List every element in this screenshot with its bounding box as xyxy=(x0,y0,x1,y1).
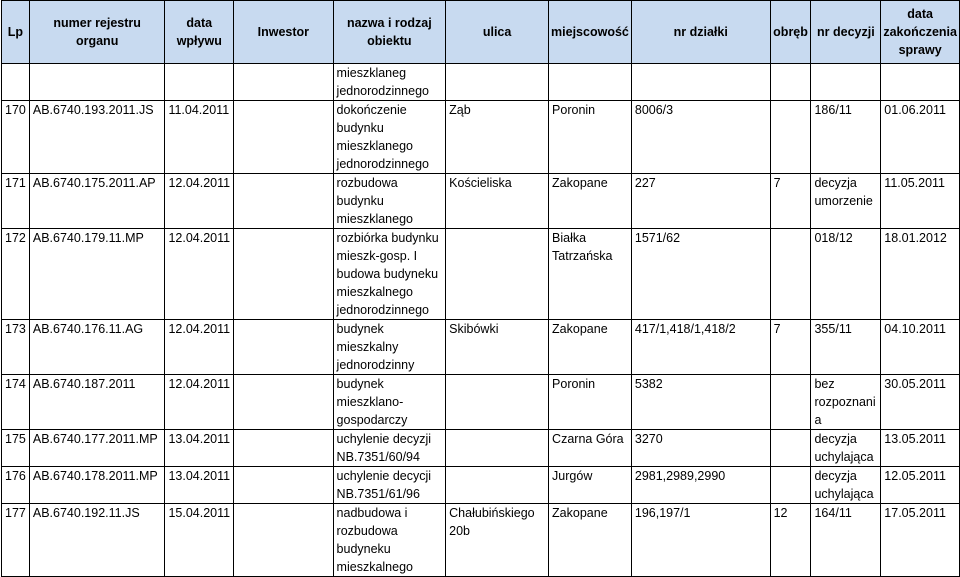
cell-precinct xyxy=(770,64,811,101)
cell-object: uchylenie decycji NB.7351/61/96 xyxy=(333,467,446,504)
cell-date-received: 15.04.2011 xyxy=(165,504,234,577)
cell-investor xyxy=(234,375,333,430)
cell-street xyxy=(446,229,549,320)
cell-decision-number: bez rozpoznani a xyxy=(811,375,881,430)
table-row xyxy=(2,229,960,320)
cell-plot-number: 417/1,418/1,418/2 xyxy=(631,320,770,375)
cell-date-received: 12.04.2011 xyxy=(165,375,234,430)
cell-precinct xyxy=(770,430,811,467)
table-body xyxy=(2,64,960,577)
cell-street xyxy=(446,375,549,430)
cell-plot-number xyxy=(631,64,770,101)
header-plot-number: nr działki xyxy=(631,1,770,64)
cell-precinct: 7 xyxy=(770,320,811,375)
cell-date-completed: 11.05.2011 xyxy=(881,174,960,229)
header-row xyxy=(2,1,960,64)
cell-street: Chałubińskiego 20b xyxy=(446,504,549,577)
cell-date-received: 13.04.2011 xyxy=(165,467,234,504)
cell-decision-number xyxy=(811,64,881,101)
cell-register-number: AB.6740.178.2011.MP xyxy=(29,467,165,504)
cell-lp: 171 xyxy=(2,174,30,229)
cell-town: Zakopane xyxy=(549,174,632,229)
cell-plot-number: 3270 xyxy=(631,430,770,467)
cell-register-number: AB.6740.193.2011.JS xyxy=(29,101,165,174)
cell-decision-number: 164/11 xyxy=(811,504,881,577)
cell-lp: 174 xyxy=(2,375,30,430)
cell-lp: 176 xyxy=(2,467,30,504)
cell-town: Poronin xyxy=(549,375,632,430)
decisions-table xyxy=(1,0,960,577)
cell-plot-number: 2981,2989,2990 xyxy=(631,467,770,504)
cell-decision-number: 186/11 xyxy=(811,101,881,174)
header-date-completed: data zakończenia sprawy xyxy=(881,1,960,64)
cell-street: Kościeliska xyxy=(446,174,549,229)
cell-investor xyxy=(234,174,333,229)
cell-town: Czarna Góra xyxy=(549,430,632,467)
cell-date-completed: 30.05.2011 xyxy=(881,375,960,430)
header-register-number: numer rejestru organu xyxy=(29,1,165,64)
cell-town: Białka Tatrzańska xyxy=(549,229,632,320)
cell-date-received: 12.04.2011 xyxy=(165,320,234,375)
cell-lp: 175 xyxy=(2,430,30,467)
header-street: ulica xyxy=(446,1,549,64)
cell-lp: 173 xyxy=(2,320,30,375)
header-precinct: obręb xyxy=(770,1,811,64)
cell-street xyxy=(446,64,549,101)
cell-object: budynek mieszklano-gospodarczy xyxy=(333,375,446,430)
table-row xyxy=(2,467,960,504)
cell-town xyxy=(549,64,632,101)
cell-decision-number: 355/11 xyxy=(811,320,881,375)
header-town: miejscowość xyxy=(549,1,632,64)
cell-plot-number: 1571/62 xyxy=(631,229,770,320)
cell-date-received: 12.04.2011 xyxy=(165,229,234,320)
cell-lp: 177 xyxy=(2,504,30,577)
table-row xyxy=(2,375,960,430)
table-row xyxy=(2,101,960,174)
cell-precinct xyxy=(770,229,811,320)
cell-town: Zakopane xyxy=(549,504,632,577)
cell-date-received: 11.04.2011 xyxy=(165,101,234,174)
cell-date-completed: 04.10.2011 xyxy=(881,320,960,375)
header-lp: Lp xyxy=(2,1,30,64)
cell-investor xyxy=(234,101,333,174)
cell-register-number: AB.6740.177.2011.MP xyxy=(29,430,165,467)
cell-object: mieszklaneg jednorodzinnego xyxy=(333,64,446,101)
cell-date-received xyxy=(165,64,234,101)
cell-object: rozbiórka budynku mieszk-gosp. I budowa budyneku mieszkalnego jednorodzinnego xyxy=(333,229,446,320)
cell-street: Ząb xyxy=(446,101,549,174)
cell-precinct xyxy=(770,467,811,504)
cell-date-received: 13.04.2011 xyxy=(165,430,234,467)
cell-register-number: AB.6740.192.11.JS xyxy=(29,504,165,577)
cell-decision-number: decyzja umorzenie xyxy=(811,174,881,229)
table-row xyxy=(2,64,960,101)
cell-register-number: AB.6740.179.11.MP xyxy=(29,229,165,320)
header-investor: Inwestor xyxy=(234,1,333,64)
cell-plot-number: 227 xyxy=(631,174,770,229)
cell-investor xyxy=(234,467,333,504)
cell-object: budynek mieszkalny jednorodzinny xyxy=(333,320,446,375)
cell-town: Zakopane xyxy=(549,320,632,375)
cell-date-completed: 18.01.2012 xyxy=(881,229,960,320)
cell-street xyxy=(446,430,549,467)
cell-decision-number: decyzja uchylająca xyxy=(811,467,881,504)
cell-register-number xyxy=(29,64,165,101)
cell-lp: 170 xyxy=(2,101,30,174)
cell-town: Jurgów xyxy=(549,467,632,504)
cell-investor xyxy=(234,430,333,467)
cell-street: Skibówki xyxy=(446,320,549,375)
cell-object: uchylenie decyzji NB.7351/60/94 xyxy=(333,430,446,467)
table-row xyxy=(2,430,960,467)
cell-investor xyxy=(234,320,333,375)
cell-object: nadbudowa i rozbudowa budyneku mieszkalnego xyxy=(333,504,446,577)
table-row xyxy=(2,320,960,375)
table-row xyxy=(2,174,960,229)
cell-decision-number: decyzja uchylająca xyxy=(811,430,881,467)
cell-register-number: AB.6740.187.2011 xyxy=(29,375,165,430)
cell-object: dokończenie budynku mieszklanego jednorodzinnego xyxy=(333,101,446,174)
cell-date-completed: 13.05.2011 xyxy=(881,430,960,467)
cell-date-completed: 01.06.2011 xyxy=(881,101,960,174)
header-object-type: nazwa i rodzaj obiektu xyxy=(333,1,446,64)
cell-register-number: AB.6740.176.11.AG xyxy=(29,320,165,375)
cell-object: rozbudowa budynku mieszklanego xyxy=(333,174,446,229)
header-date-received: data wpływu xyxy=(165,1,234,64)
cell-lp: 172 xyxy=(2,229,30,320)
cell-precinct xyxy=(770,375,811,430)
cell-street xyxy=(446,467,549,504)
cell-plot-number: 8006/3 xyxy=(631,101,770,174)
cell-decision-number: 018/12 xyxy=(811,229,881,320)
cell-town: Poronin xyxy=(549,101,632,174)
cell-date-completed: 17.05.2011 xyxy=(881,504,960,577)
cell-plot-number: 5382 xyxy=(631,375,770,430)
cell-plot-number: 196,197/1 xyxy=(631,504,770,577)
cell-date-received: 12.04.2011 xyxy=(165,174,234,229)
cell-date-completed xyxy=(881,64,960,101)
cell-date-completed: 12.05.2011 xyxy=(881,467,960,504)
cell-investor xyxy=(234,229,333,320)
cell-precinct xyxy=(770,101,811,174)
cell-investor xyxy=(234,64,333,101)
cell-precinct: 12 xyxy=(770,504,811,577)
cell-precinct: 7 xyxy=(770,174,811,229)
cell-register-number: AB.6740.175.2011.AP xyxy=(29,174,165,229)
header-decision-number: nr decyzji xyxy=(811,1,881,64)
cell-lp xyxy=(2,64,30,101)
